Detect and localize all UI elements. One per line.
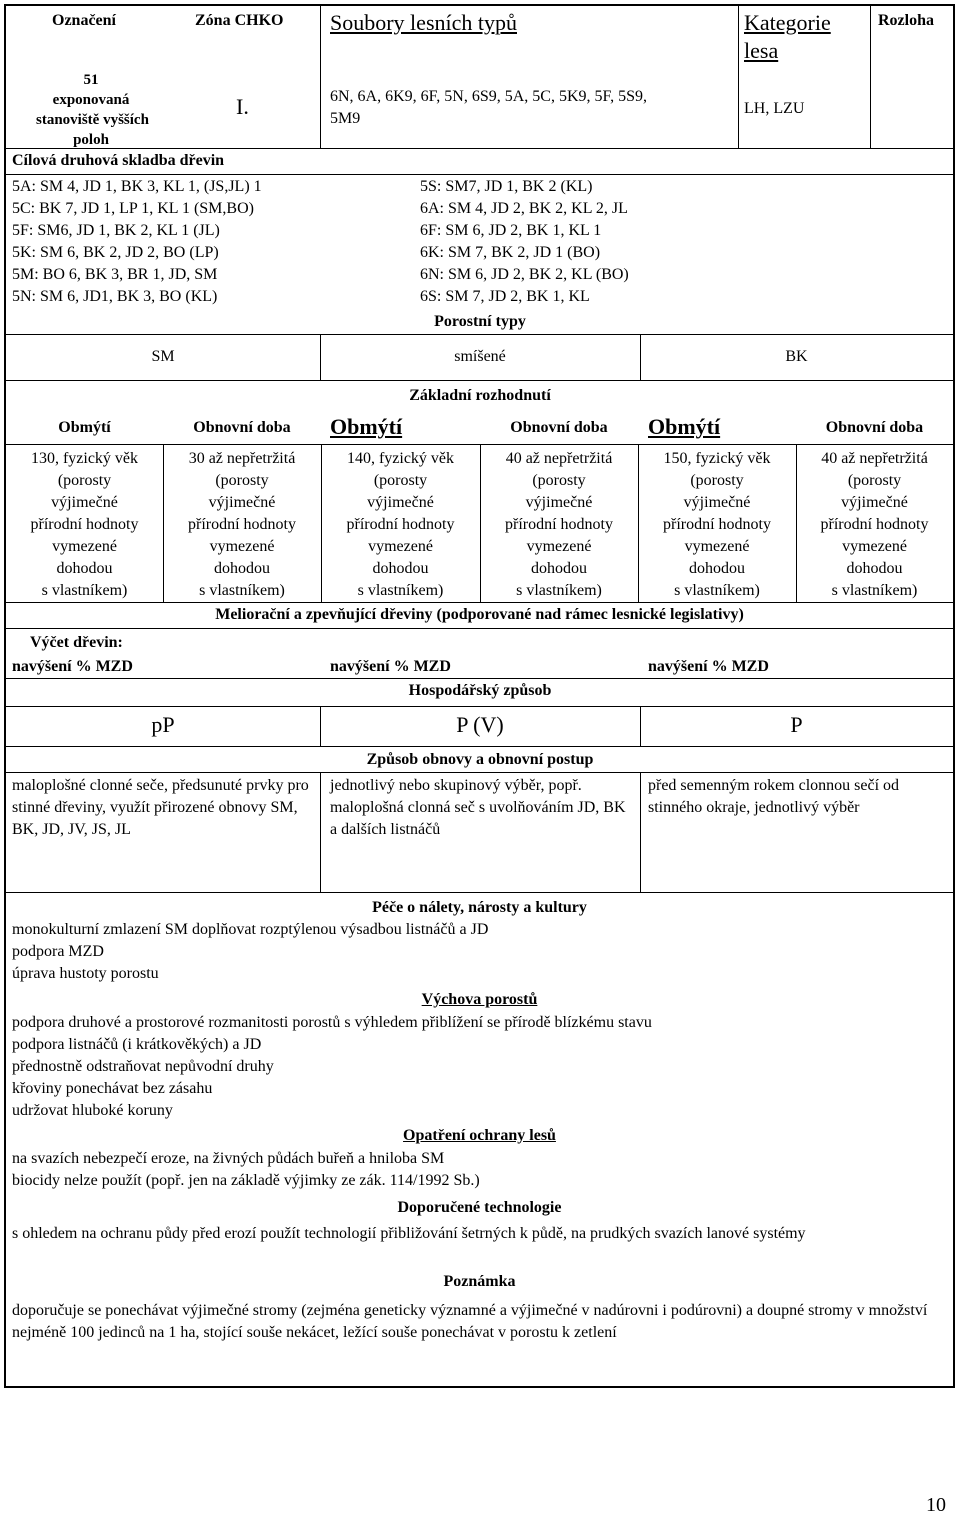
- zakladni-cell-line: dohodou: [689, 560, 745, 577]
- species-right-list: [420, 176, 629, 308]
- zakladni-title: Základní rozhodnutí: [409, 387, 551, 404]
- zakladni-cell-line: přírodní hodnoty: [30, 516, 139, 533]
- divider: [796, 444, 797, 602]
- divider: [480, 444, 481, 602]
- obnova-col1: maloplošné clonné seče, předsunuté prvky pro stinné dřeviny, využít přirozené obnovy SM, BK, JD, JV, JS, JL: [12, 777, 309, 838]
- row-category: LH, LZU: [744, 100, 805, 117]
- obnova-title: Způsob obnovy a obnovní postup: [366, 751, 594, 768]
- obnovni-header: Obnovní doba: [193, 419, 291, 436]
- text-line: úprava hustoty porostu: [12, 965, 159, 982]
- zakladni-cell-line: (porosty: [532, 472, 586, 489]
- divider: [6, 380, 953, 381]
- porostni-sm: SM: [151, 348, 175, 365]
- zakladni-cell-line: 40 až nepřetržitá: [821, 450, 928, 467]
- pece-title: Péče o nálety, nárosty a kultury: [372, 899, 587, 916]
- zakladni-cell-line: s vlastníkem): [199, 582, 285, 599]
- divider: [321, 444, 322, 602]
- row-code-line: stanoviště vyšších: [36, 112, 149, 128]
- divider: [738, 6, 739, 148]
- divider: [870, 6, 871, 148]
- porostni-title: Porostní typy: [434, 313, 526, 330]
- divider: [6, 706, 953, 707]
- divider: [640, 772, 641, 892]
- technologie-text: s ohledem na ochranu půdy před erozí použít technologií přibližování šetrných k půdě, na prudkých svazích lanové systémy: [12, 1225, 806, 1242]
- text-line: udržovat hluboké koruny: [12, 1102, 173, 1119]
- divider: [6, 746, 953, 747]
- divider: [6, 602, 953, 603]
- divider: [6, 772, 953, 773]
- zakladni-cell-line: 150, fyzický věk: [663, 450, 771, 467]
- zakladni-cell-line: vymezené: [684, 538, 750, 555]
- zakladni-cell-line: s vlastníkem): [831, 582, 918, 599]
- zakladni-cell-line: přírodní hodnoty: [505, 516, 613, 533]
- header-zona: Zóna CHKO: [195, 12, 284, 29]
- row-code-line: 51: [83, 72, 99, 88]
- header-soubory: Soubory lesních typů: [330, 10, 517, 35]
- melioracni-title: Meliorační a zpevňující dřeviny (podporované nad rámec lesnické legislativy): [215, 606, 744, 623]
- technologie-title: Doporučené technologie: [397, 1199, 562, 1216]
- row-slt-1: 6N, 6A, 6K9, 6F, 5N, 6S9, 5A, 5C, 5K9, 5F, 5S9,: [330, 88, 648, 105]
- zakladni-cell-line: 130, fyzický věk: [30, 450, 139, 467]
- species-left-list: [12, 176, 262, 308]
- zakladni-cell-line: výjimečné: [367, 494, 434, 511]
- zakladni-cell-line: výjimečné: [525, 494, 593, 511]
- divider: [320, 334, 321, 380]
- text-line: podpora listnáčů (i krátkověkých) a JD: [12, 1036, 262, 1053]
- text-line: 6K: SM 7, BK 2, JD 1 (BO): [420, 244, 601, 261]
- hospodarsky-p: P: [790, 712, 803, 737]
- text-line: 5K: SM 6, BK 2, JD 2, BO (LP): [12, 244, 219, 261]
- divider: [638, 444, 639, 602]
- text-line: monokulturní zmlazení SM doplňovat rozptýlenou výsadbou listnáčů a JD: [12, 921, 489, 938]
- zakladni-cell-line: dohodou: [56, 560, 113, 577]
- zakladni-cell-line: 140, fyzický věk: [346, 450, 455, 467]
- divider: [640, 706, 641, 746]
- zakladni-cell-line: výjimečné: [51, 494, 118, 511]
- zakladni-cell-line: výjimečné: [841, 494, 908, 511]
- poznamka-text: doporučuje se ponechávat výjimečné stromy (zejména geneticky významné a výjimečné v nadúrovni i podúrovni) a doupné stromy v množství nejméně 100 jedinců na 1 ha, stojící souše nekácet, ležící souše ponechávat v porostu k zetlení: [12, 1302, 928, 1341]
- species-title: Cílová druhová skladba dřevin: [12, 152, 225, 169]
- zakladni-cell-line: vymezené: [842, 538, 907, 555]
- zakladni-cell-line: přírodní hodnoty: [663, 516, 771, 533]
- text-line: 5S: SM7, JD 1, BK 2 (KL): [420, 178, 593, 195]
- hospodarsky-pv: P (V): [456, 712, 504, 737]
- obmyti-header: Obmýtí: [58, 419, 111, 436]
- zakladni-cell-line: s vlastníkem): [41, 582, 128, 599]
- text-line: křoviny ponechávat bez zásahu: [12, 1080, 213, 1097]
- zakladni-cell-line: výjimečné: [683, 494, 751, 511]
- zakladni-cell-line: dohodou: [531, 560, 587, 577]
- obmyti-header: Obmýtí: [330, 414, 403, 439]
- divider: [320, 6, 321, 148]
- pece-lines: [12, 919, 488, 985]
- obmyti-header: Obmýtí: [648, 414, 721, 439]
- zakladni-cell-line: vymezené: [52, 538, 117, 555]
- zakladni-cell: [638, 448, 796, 602]
- text-line: biocidy nelze použít (popř. jen na základě výjimky ze zák. 114/1992 Sb.): [12, 1172, 480, 1189]
- vychova-title: Výchova porostů: [421, 991, 538, 1008]
- text-line: 6A: SM 4, JD 2, BK 2, KL 2, JL: [420, 200, 628, 217]
- hospodarsky-title: Hospodářský způsob: [408, 682, 552, 699]
- text-line: 5N: SM 6, JD1, BK 3, BO (KL): [12, 288, 218, 305]
- zakladni-cell: [480, 448, 638, 602]
- zakladni-cell-line: (porosty: [690, 472, 744, 489]
- zakladni-cell-line: (porosty: [215, 472, 269, 489]
- divider: [6, 678, 953, 679]
- zakladni-cell-line: vymezené: [209, 538, 275, 555]
- zakladni-cell-line: (porosty: [57, 472, 112, 489]
- divider: [6, 892, 953, 893]
- text-line: podpora MZD: [12, 943, 104, 960]
- zakladni-cell-line: dohodou: [372, 560, 429, 577]
- row-code-line: exponovaná: [52, 92, 130, 108]
- text-line: 5A: SM 4, JD 1, BK 3, KL 1, (JS,JL) 1: [12, 178, 262, 195]
- text-line: podpora druhové a prostorové rozmanitosti porostů s výhledem přiblížení se přírodě blízkému stavu: [12, 1014, 652, 1031]
- zakladni-cell-line: vymezené: [368, 538, 433, 555]
- vychova-lines: [12, 1012, 652, 1122]
- zakladni-cell-line: výjimečné: [208, 494, 276, 511]
- zakladni-cell-line: (porosty: [373, 472, 428, 489]
- zakladni-cell: [321, 448, 480, 602]
- obnova-col3: před semenným rokem clonnou sečí od stinného okraje, jednotlivý výběr: [648, 777, 900, 816]
- row-zone: I.: [236, 94, 249, 119]
- obnovni-header: Obnovní doba: [510, 419, 608, 436]
- text-line: 5M: BO 6, BK 3, BR 1, JD, SM: [12, 266, 218, 283]
- row-slt-2: 5M9: [330, 110, 361, 127]
- vycet-label: Výčet dřevin:: [30, 634, 123, 651]
- divider: [6, 148, 953, 149]
- text-line: 6S: SM 7, JD 2, BK 1, KL: [420, 288, 590, 305]
- row-code-line: poloh: [73, 132, 109, 148]
- header-rozloha: Rozloha: [878, 12, 934, 29]
- divider: [320, 706, 321, 746]
- porostni-smisene: smíšené: [454, 348, 506, 365]
- zakladni-cell-line: přírodní hodnoty: [820, 516, 929, 533]
- porostni-bk: BK: [785, 348, 808, 365]
- obnovni-header: Obnovní doba: [825, 419, 924, 436]
- hospodarsky-pp: pP: [151, 712, 175, 737]
- divider: [320, 772, 321, 892]
- divider: [6, 334, 953, 335]
- divider: [640, 334, 641, 380]
- row-code: [36, 70, 149, 150]
- poznamka-title: Poznámka: [443, 1273, 516, 1290]
- zakladni-cell-line: dohodou: [846, 560, 903, 577]
- zakladni-cell: [163, 448, 321, 602]
- text-line: 6N: SM 6, JD 2, BK 2, KL (BO): [420, 266, 629, 283]
- zakladni-cell-line: přírodní hodnoty: [188, 516, 296, 533]
- text-line: přednostně odstraňovat nepůvodní druhy: [12, 1058, 274, 1075]
- text-line: na svazích nebezpečí eroze, na živných půdách buřeň a hniloba SM: [12, 1150, 445, 1167]
- header-kategorie-2: lesa: [744, 38, 779, 63]
- divider: [6, 628, 953, 629]
- header-kategorie-1: Kategorie: [744, 10, 831, 35]
- zakladni-cell-line: přírodní hodnoty: [346, 516, 455, 533]
- page-number: 10: [926, 1494, 946, 1516]
- zakladni-cell-line: s vlastníkem): [516, 582, 602, 599]
- ochrana-title: Opatření ochrany lesů: [403, 1127, 556, 1144]
- mzd-label: navýšení % MZD: [330, 658, 451, 675]
- zakladni-cell: [6, 448, 163, 602]
- zakladni-cell-line: 30 až nepřetržitá: [188, 450, 296, 467]
- obnova-col2: jednotlivý nebo skupinový výběr, popř. maloplošná clonná seč s uvolňováním JD, BK a dalších listnáčů: [330, 777, 626, 838]
- zakladni-cell-line: 40 až nepřetržitá: [505, 450, 613, 467]
- zakladni-cell: [796, 448, 953, 602]
- zakladni-cell-line: dohodou: [214, 560, 270, 577]
- text-line: 5C: BK 7, JD 1, LP 1, KL 1 (SM,BO): [12, 200, 254, 217]
- zakladni-cell-line: s vlastníkem): [357, 582, 444, 599]
- zakladni-cell-line: vymezené: [526, 538, 592, 555]
- mzd-label: navýšení % MZD: [648, 658, 769, 675]
- text-line: 5F: SM6, JD 1, BK 2, KL 1 (JL): [12, 222, 220, 239]
- zakladni-cell-line: s vlastníkem): [674, 582, 760, 599]
- header-oznaceni: Označení: [52, 12, 116, 29]
- divider: [163, 444, 164, 602]
- zakladni-cell-line: (porosty: [847, 472, 902, 489]
- divider: [6, 174, 953, 175]
- text-line: 6F: SM 6, JD 2, BK 1, KL 1: [420, 222, 602, 239]
- ochrana-lines: [12, 1148, 480, 1192]
- mzd-label: navýšení % MZD: [12, 658, 133, 675]
